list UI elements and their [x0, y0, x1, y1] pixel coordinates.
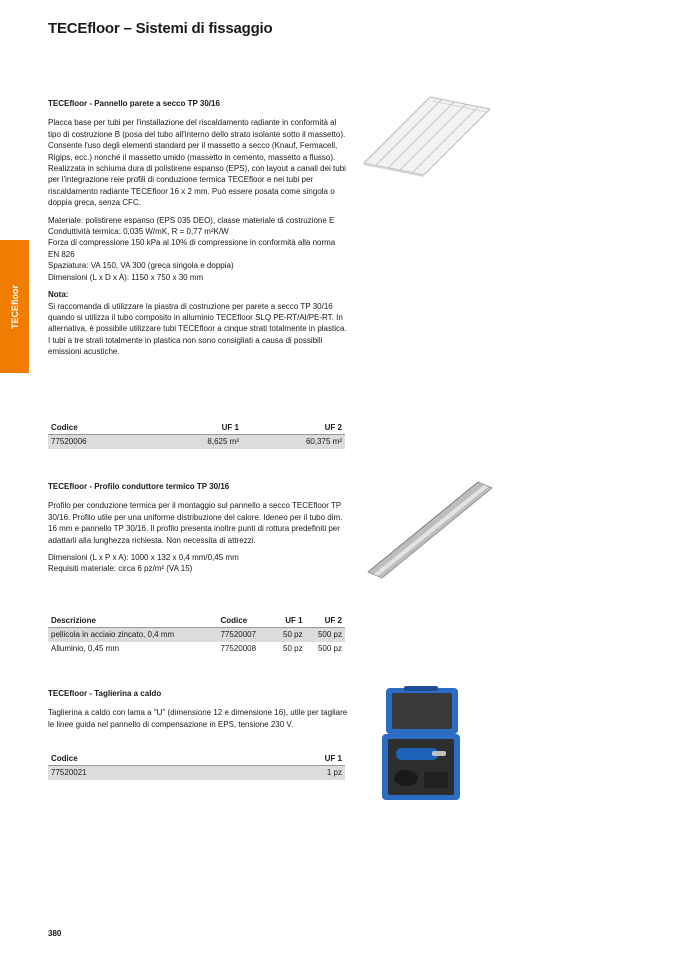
- spec-line: Materiale: polistirene espanso (EPS 035 DEO), classe materiale di costruzione E: [48, 215, 335, 225]
- heat-conduction-profile-icon: [366, 480, 496, 580]
- table-row: [48, 642, 345, 655]
- side-tab-label: TECEfloor: [9, 284, 20, 329]
- table-cell: 50 pz: [283, 643, 303, 653]
- table-header: Descrizione: [48, 614, 217, 628]
- table-row: [48, 435, 345, 449]
- section-description: Taglierina a caldo con lama a "U" (dimensione 12 e dimensione 16), utile per tagliare le linee guida nel pannello di compensazione in EPS, tensione 230 V.: [48, 708, 348, 729]
- page-number: 380: [48, 929, 62, 938]
- spec-line: Dimensioni (L x D x A): 1150 x 750 x 30 mm: [48, 272, 204, 282]
- table-row: [48, 766, 345, 780]
- section-heat-profile: [48, 481, 348, 581]
- table-header: UF 1: [272, 614, 306, 628]
- product-table: [48, 421, 345, 449]
- dry-wall-panel-icon: [362, 95, 492, 177]
- product-table: [48, 614, 345, 655]
- table-cell: pellicola in acciaio zincato, 0,4 mm: [48, 628, 217, 642]
- spec-line: Dimensioni (L x P x A): 1000 x 132 x 0,4 mm/0,45 mm: [48, 553, 239, 563]
- table-cell: Alluminio, 0,45 mm: [51, 643, 120, 653]
- table-header: UF 1: [238, 752, 345, 766]
- table-hot-cutter: [48, 752, 348, 780]
- table-header: UF 2: [242, 421, 345, 435]
- section-description: Placca base per tubi per l'installazione del riscaldamento radiante in conformità al tipo di costruzione B (posa del tubo all'interno dello strato isolante sotto il massetto). Consente l'uso degli elementi standard per il massetto a secco (Knauf, Fermacell, Rigips, ecc.) nonché il massetto umido (massetto in cemento, massetto a flusso). Realizzata in schiuma dura di polistirene espanso (EPS), con layout a canali dei tubi per l'integrazione reie profili di conduzione termica TECEfloor e nei tubi per riscaldamento radiante TECEfloor 16 x 2 mm. Può essere posata come singola o doppia greca, senza CFC.: [48, 118, 346, 208]
- product-table: [48, 752, 345, 780]
- section-specs: [48, 215, 348, 283]
- table-cell: 77520008: [220, 643, 257, 653]
- table-header: UF 2: [306, 614, 345, 628]
- table-heat-profile: [48, 614, 348, 655]
- note-title: Nota:: [48, 290, 69, 300]
- note-text: Si raccomanda di utilizzare la piastra di costruzione per parete a secco TP 30/16 quando si utilizza il tubo composito in alluminio TECEfloor SLQ PE-RT/Al/PE-RT. In alternativa, è possibile utilizzare tubi TECEfloor a cinque strati totalmente in plastica. I tubi a tre strati totalmente in plastica non sono consigliati a causa di possibili emissioni acustiche.: [48, 301, 347, 357]
- side-tab: [0, 240, 29, 373]
- spec-line: Requisiti materiale: circa 6 pz/m² (VA 15): [48, 564, 193, 574]
- table-header: Codice: [217, 614, 272, 628]
- table-cell: 77520021: [48, 766, 238, 780]
- spec-line: Spaziatura: VA 150, VA 300 (greca singola e doppia): [48, 261, 234, 271]
- table-header: Codice: [48, 752, 238, 766]
- table-cell: 1 pz: [238, 766, 345, 780]
- table-cell: 77520006: [48, 435, 150, 449]
- table-cell: 8,625 m²: [150, 435, 242, 449]
- table-header: UF 1: [150, 421, 242, 435]
- section-dry-wall-panel: [48, 98, 348, 364]
- spec-line: Forza di compressione 150 kPa al 10% di compressione in conformità alla norma EN 826: [48, 238, 336, 259]
- section-title: TECEfloor - Pannello parete a secco TP 30/16: [48, 99, 220, 108]
- spec-line: Conduttività termica: 0,035 W/mK, R = 0,77 m²K/W: [48, 227, 229, 237]
- hot-cutter-case-icon: [380, 686, 462, 804]
- table-row: [48, 628, 345, 642]
- section-title: TECEfloor - Profilo conduttore termico TP 30/16: [48, 482, 230, 491]
- table-header: Codice: [48, 421, 150, 435]
- section-description: Profilo per conduzione termica per il montaggio sul pannello a secco TECEfloor TP 30/16. Profilo utile per una uniforme distribuzione del calore. Ideneo per il tubo dim. 16 mm e pannello TP 30/16. Il profilo presenta inoltre punti di rottura predefiniti per adattarli alla lunghezza richiesta. Non necessita di attrezzi.: [48, 501, 343, 545]
- table-cell: 50 pz: [272, 628, 306, 642]
- table-cell: 500 pz: [317, 643, 342, 653]
- section-title: TECEfloor - Taglierina a caldo: [48, 689, 162, 698]
- table-cell: 500 pz: [306, 628, 345, 642]
- page-title: TECEfloor – Sistemi di fissaggio: [48, 20, 273, 37]
- table-dry-wall-panel: [48, 421, 348, 449]
- table-cell: 77520007: [217, 628, 272, 642]
- table-cell: 60,375 m²: [242, 435, 345, 449]
- section-hot-cutter: [48, 688, 348, 736]
- section-specs: [48, 552, 348, 575]
